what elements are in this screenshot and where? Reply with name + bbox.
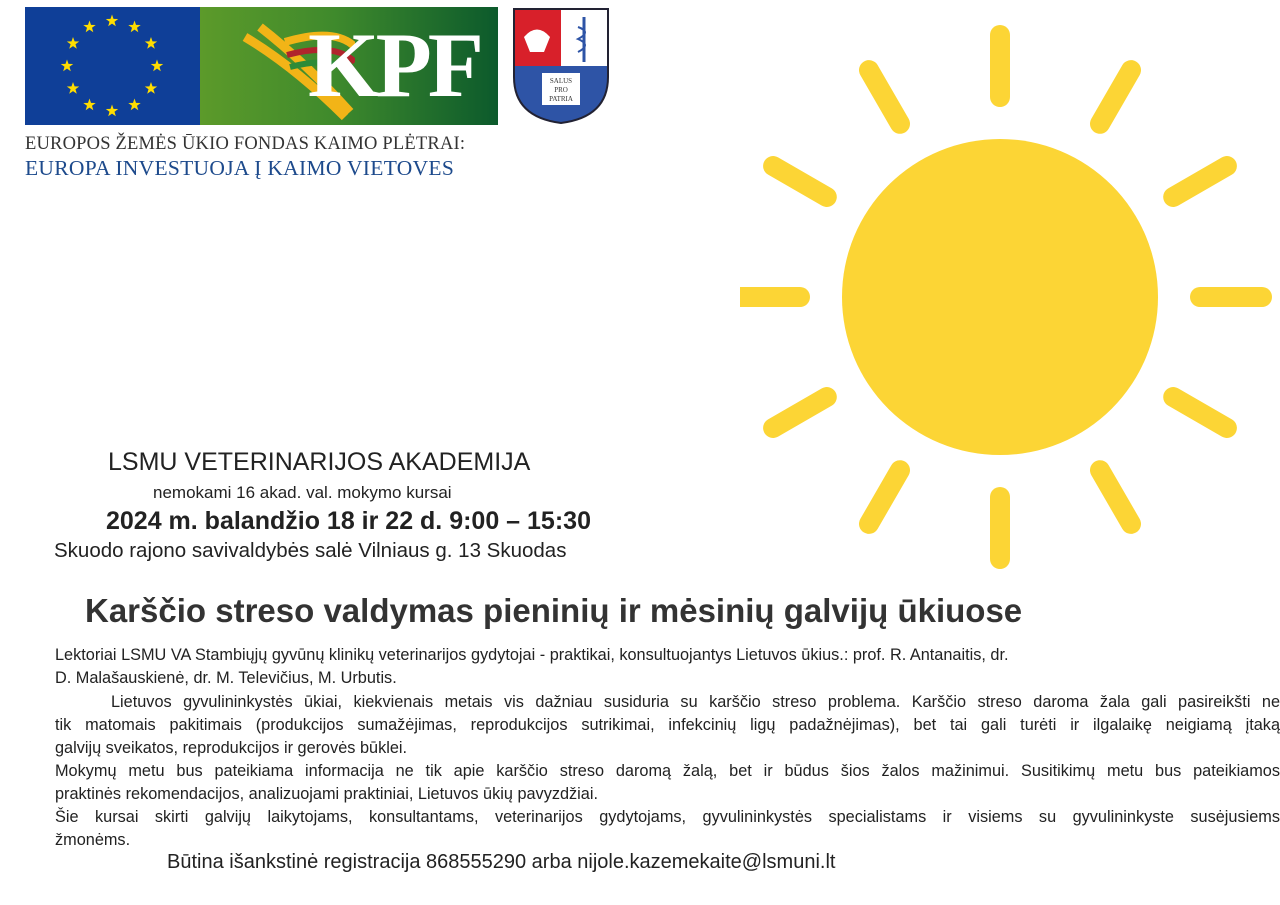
course-title: Karščio streso valdymas pieninių ir mėsinių galvijų ūkiuose (85, 592, 1023, 629)
body-line: tik matomais pakitimais (produkcijos sumažėjimas, reprodukcijos sutrikimai, infekcinių ligų padažnėjimas), bet tai gali turėti ir ilgalaikę neigiamą įtaką (55, 716, 1280, 734)
eu-stars-icon (25, 7, 200, 125)
eu-star (128, 99, 140, 111)
fund-title-line1: EUROPOS ŽEMĖS ŪKIO FONDAS KAIMO PLĖTRAI: (25, 134, 466, 154)
eu-star (106, 105, 118, 117)
lsmu-shield-logo (512, 7, 610, 125)
eu-flag-logo (25, 7, 200, 125)
eu-star (67, 82, 79, 94)
body-line: Mokymų metu bus pateikiama informacija ne tik apie karščio streso daromą žalą, bet ir būdus šios žalos mažinimui. Susitikimų metu bus pateikiamos (55, 762, 1280, 780)
eu-star (83, 99, 95, 111)
course-info: nemokami 16 akad. val. mokymo kursai (153, 483, 452, 502)
eu-star (151, 60, 163, 72)
sun-ray (869, 70, 900, 124)
sun-ray (773, 166, 827, 197)
svg-text:PRO: PRO (554, 86, 568, 94)
sun-disc (842, 139, 1158, 455)
body-line: Lietuvos gyvulininkystės ūkiai, kiekvienais metais vis dažniau susiduria su karščio streso problema. Karščio streso daroma žala gali pasireikšti ne (111, 693, 1280, 711)
sun-ray (1173, 397, 1227, 428)
eu-star (145, 37, 157, 49)
organizer: LSMU VETERINARIJOS AKADEMIJA (108, 448, 531, 476)
eu-star (106, 15, 118, 27)
registration-info: Būtina išankstinė registracija 868555290 arba nijole.kazemekaite@lsmuni.lt (167, 851, 836, 873)
event-place: Skuodo rajono savivaldybės salė Vilniaus g. 13 Skuodas (54, 539, 567, 562)
svg-text:SALUS: SALUS (549, 77, 573, 85)
body-line: praktinės rekomendacijos, analizuojami praktiniai, Lietuvos ūkių pavyzdžiai. (55, 785, 598, 803)
sun-ray (1173, 166, 1227, 197)
kpf-logo (200, 7, 498, 125)
body-line: D. Malašauskienė, dr. M. Televičius, M. Urbutis. (55, 669, 397, 687)
svg-text:PATRIA: PATRIA (549, 95, 573, 103)
body-line: galvijų sveikatos, reprodukcijos ir gerovės būklei. (55, 739, 408, 757)
sun-ray (773, 397, 827, 428)
kpf-logo-text: KPF (308, 14, 480, 116)
eu-star (145, 82, 157, 94)
eu-star (128, 21, 140, 33)
eu-star (67, 37, 79, 49)
sun-ray (869, 470, 900, 524)
eu-star (83, 21, 95, 33)
body-line: žmonėms. (55, 831, 131, 849)
sun-ray (1100, 470, 1131, 524)
body-line: Lektoriai LSMU VA Stambiųjų gyvūnų klinikų veterinarijos gydytojai - praktikai, konsultuojantys Lietuvos ūkius.: prof. R. Antanaitis, dr. (55, 646, 1009, 664)
sun-illustration (740, 0, 1280, 570)
body-line: Šie kursai skirti galvijų laikytojams, konsultantams, veterinarijos gydytojams, gyvulininkystės specialistams ir visiems su gyvulininkyste susėjusiems (55, 808, 1280, 826)
event-date: 2024 m. balandžio 18 ir 22 d. 9:00 – 15:30 (106, 507, 591, 535)
fund-title-line2: EUROPA INVESTUOJA Į KAIMO VIETOVES (25, 156, 455, 180)
eu-star (61, 60, 73, 72)
sun-ray (1100, 70, 1131, 124)
